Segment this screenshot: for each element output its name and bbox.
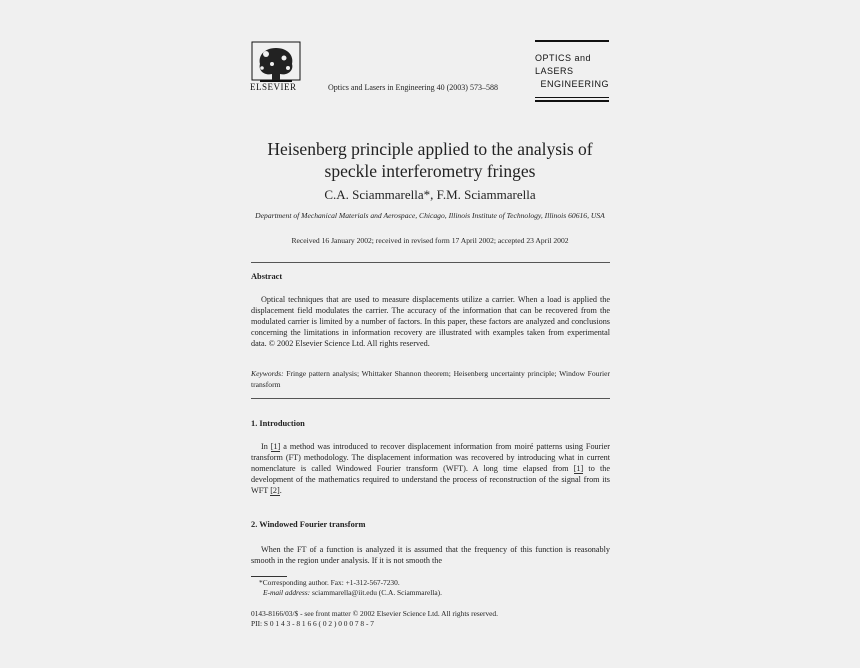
section-1-paragraph: In [1] a method was introduced to recover displacement information from moiré patterns using Fourier transform (FT) methodology. The displacement information was recovered by introducing what in current nomenclature is called Windowed Fourier transform (WFT). A long time elapsed from [1] to the development of the mathematics required to understand the process of reconstruction of the signal from its WFT [2]. (251, 442, 611, 495)
email-note (251, 588, 622, 599)
journal-reference: Optics and Lasers in Engineering 40 (2003) 573–588 (328, 83, 498, 92)
section-1-heading: 1. Introduction (251, 419, 305, 428)
article-authors: C.A. Sciammarella*, F.M. Sciammarella (324, 187, 536, 202)
author-affiliation: Department of Mechanical Materials and Aerospace, Chicago, Illinois Institute of Technology, Illinois 60616, USA (255, 211, 605, 220)
keywords-list: Fringe pattern analysis; Whittaker Shannon theorem; Heisenberg uncertainty principle; Window Fourier transform (251, 369, 610, 389)
keywords (251, 369, 610, 390)
email-address: sciammarella@iit.edu (C.A. Sciammarella). (312, 588, 442, 597)
section-2-heading: 2. Windowed Fourier transform (251, 520, 366, 529)
copyright-block (251, 609, 610, 629)
abstract-text: Optical techniques that are used to measure displacements utilize a carrier. When a load is applied the displacement field modulates the carrier. The accuracy of the information that can be recovered from the modulated carrier is limited by a number of factors. In this paper, these factors are analyzed and conclusions concerning the limitations in information recovery are illustrated with examples taken from experimental data. © 2002 Elsevier Science Ltd. All rights reserved. (251, 295, 610, 348)
abstract-bottom-rule (251, 398, 610, 399)
journal-logo-bottom-bar-thick (535, 100, 609, 102)
footnote-rule (251, 576, 287, 577)
journal-logo (535, 40, 609, 102)
citation-link-1[interactable]: [1] (270, 442, 281, 451)
pii-line: PII: S 0 1 4 3 - 8 1 6 6 ( 0 2 ) 0 0 0 7 8 - 7 (251, 619, 374, 628)
received-dates: Received 16 January 2002; received in revised form 17 April 2002; accepted 23 April 2002 (291, 236, 569, 245)
article-title: Heisenberg principle applied to the analysis of speckle interferometry fringes (267, 139, 593, 181)
email-label: E-mail address: (263, 588, 311, 597)
copyright-line: 0143-8166/03/$ - see front matter © 2002 Elsevier Science Ltd. All rights reserved. (251, 609, 498, 618)
journal-logo-top-bar (535, 40, 609, 42)
corresponding-author-note: *Corresponding author. Fax: +1-312-567-7230. (259, 578, 400, 587)
abstract-heading: Abstract (251, 272, 283, 281)
keywords-label: Keywords: (251, 369, 284, 378)
journal-logo-bottom-bar (535, 97, 609, 98)
citation-link-1b[interactable]: [1] (573, 464, 584, 473)
publisher-name: ELSEVIER (250, 82, 297, 92)
journal-logo-line1: OPTICS and LASERS (535, 53, 592, 76)
journal-logo-line2: ENGINEERING (540, 79, 609, 89)
citation-link-2[interactable]: [2] (270, 486, 280, 495)
abstract-top-rule (251, 262, 610, 263)
section-2-paragraph: When the FT of a function is analyzed it is assumed that the frequency of this function is reasonably smooth in the region under analysis. If it is not smooth the (251, 545, 610, 565)
